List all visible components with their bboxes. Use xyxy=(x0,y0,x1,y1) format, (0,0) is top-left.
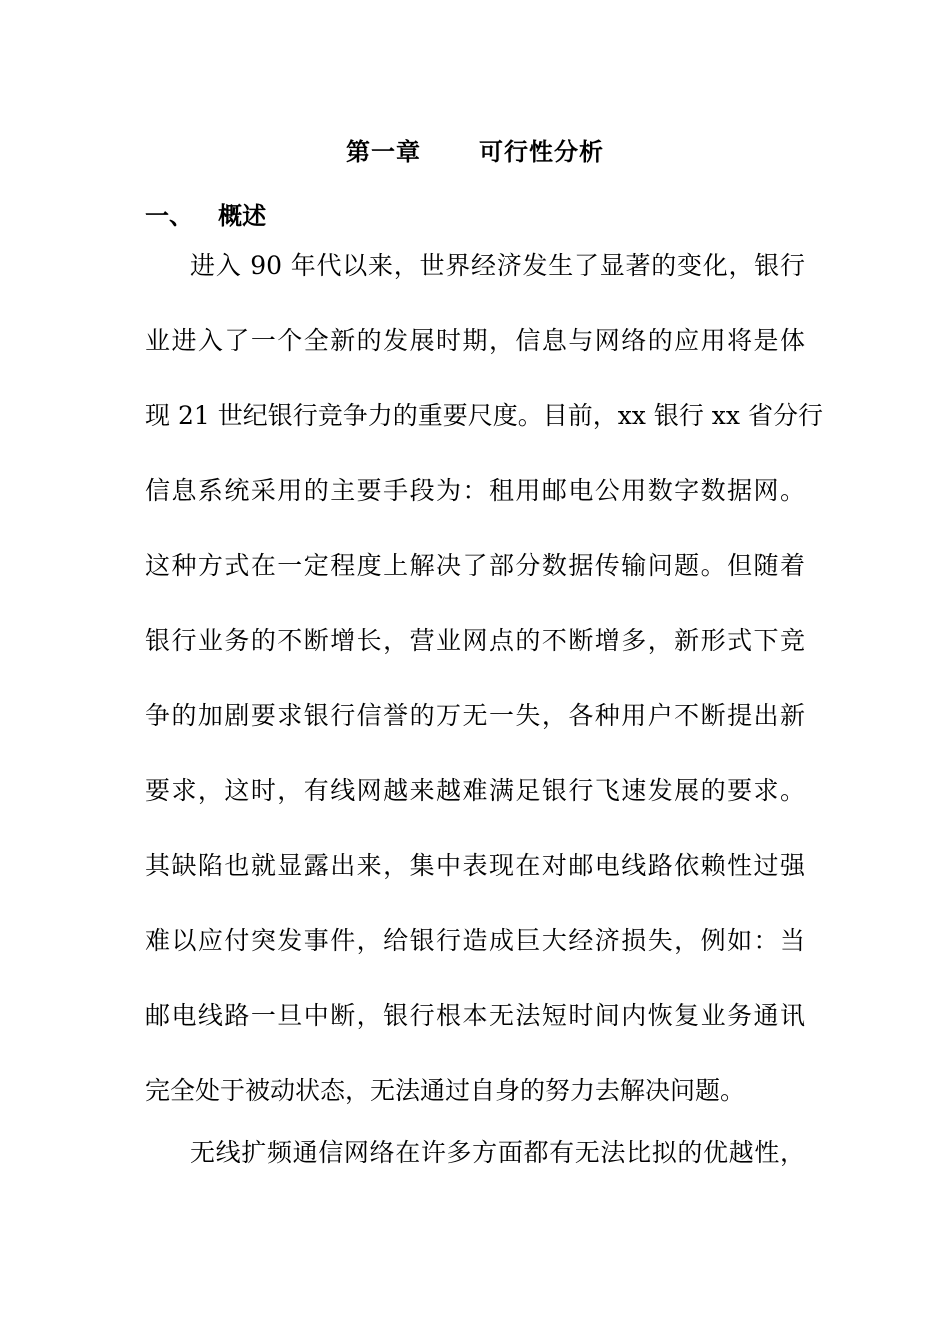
paragraph-line: 现 21 世纪银行竞争力的重要尺度。目前，xx 银行 xx 省分行 xyxy=(145,401,823,430)
paragraph-line: 信息系统采用的主要手段为：租用邮电公用数字数据网。 xyxy=(145,476,805,505)
paragraph-line: 业进入了一个全新的发展时期，信息与网络的应用将是体 xyxy=(145,326,805,355)
paragraph-line: 完全处于被动状态，无法通过自身的努力去解决问题。 xyxy=(145,1076,746,1105)
paragraph-line: 争的加剧要求银行信誉的万无一失，各种用户不断提出新 xyxy=(145,701,805,730)
paragraph-line: 要求，这时，有线网越来越难满足银行飞速发展的要求。 xyxy=(145,776,805,805)
paragraph-line: 进入 90 年代以来，世界经济发生了显著的变化，银行 xyxy=(190,251,805,280)
chapter-title: 第一章 可行性分析 xyxy=(345,138,605,166)
paragraph-line: 邮电线路一旦中断，银行根本无法短时间内恢复业务通讯 xyxy=(145,1001,805,1030)
paragraph-line: 无线扩频通信网络在许多方面都有无法比拟的优越性， xyxy=(190,1138,805,1167)
paragraph-line: 其缺陷也就显露出来，集中表现在对邮电线路依赖性过强 xyxy=(145,851,805,880)
paragraph-line: 银行业务的不断增长，营业网点的不断增多，新形式下竞 xyxy=(145,626,805,655)
section-heading: 一、 概述 xyxy=(145,202,267,230)
paragraph-line: 难以应付突发事件，给银行造成巨大经济损失，例如：当 xyxy=(145,926,805,955)
paragraph-line: 这种方式在一定程度上解决了部分数据传输问题。但随着 xyxy=(145,551,805,580)
